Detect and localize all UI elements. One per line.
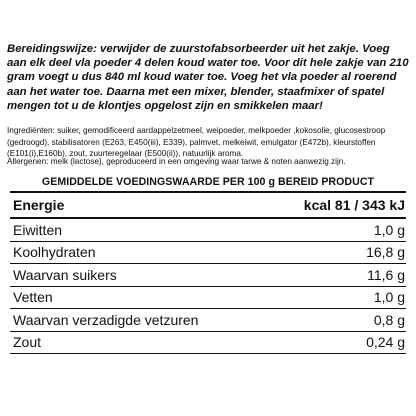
ingredients-list: Ingrediënten: suiker, gemodificeerd aardappelzetmeel, weipoeder, melkpoeder ,kokosolie, glucosestroop (gedroogd), stabilisatoren (E263, E450(iii), E339), palmvet, melkeiwit, emulgator (E472b), kleurstoffen (E101(i),E160b), zout, zuurteregelaar (E500(ii)), natuurlijk aroma. — [7, 126, 386, 158]
nutrition-row-energy — [10, 193, 406, 219]
nutrition-row — [10, 309, 406, 332]
nutrition-table — [10, 191, 406, 354]
nutrition-label: Waarvan verzadigde vetzuren — [13, 311, 199, 328]
nutrition-label: Waarvan suikers — [13, 266, 117, 283]
nutrition-label: Vetten — [13, 289, 53, 306]
preparation-instructions: Bereidingswijze: verwijder de zuurstofabsorbeerder uit het zakje. Voeg aan elk deel vla poeder 4 delen koud water toe. Voor dit hele zakje van 210 gram voegt u dus 840 ml koud water toe. Voeg het vla poeder al roerend aan het water toe. Daarna met een mixer, blender, staafmixer of spatel mengen tot u de klontjes opgelost zijn en smikkelen maar! — [7, 43, 409, 112]
nutrition-value: 1,0 g — [373, 289, 405, 306]
nutrition-table-title: GEMIDDELDE VOEDINGSWAARDE PER 100 g BEREID PRODUCT — [41, 176, 375, 188]
nutrition-value: 16,8 g — [366, 244, 405, 261]
nutrition-row — [10, 332, 406, 355]
nutrition-value: 1,0 g — [373, 221, 405, 238]
nutrition-row — [10, 219, 406, 242]
nutrition-row — [10, 287, 406, 310]
nutrition-value: 0,8 g — [373, 311, 405, 328]
nutrition-label: Zout — [13, 334, 42, 351]
allergens-note: Allergenen: melk (lactose), geproduceerd in een omgeving waar tarwe & noten aanwezig zijn. — [7, 157, 346, 166]
nutrition-value: 0,24 g — [366, 334, 405, 351]
nutrition-label: Koolhydraten — [13, 244, 96, 261]
nutrition-value: kcal 81 / 343 kJ — [303, 197, 405, 213]
nutrition-label: Energie — [13, 197, 65, 213]
nutrition-label: Eiwitten — [13, 221, 63, 238]
nutrition-row — [10, 242, 406, 265]
nutrition-value: 11,6 g — [367, 266, 405, 283]
nutrition-row — [10, 264, 406, 287]
